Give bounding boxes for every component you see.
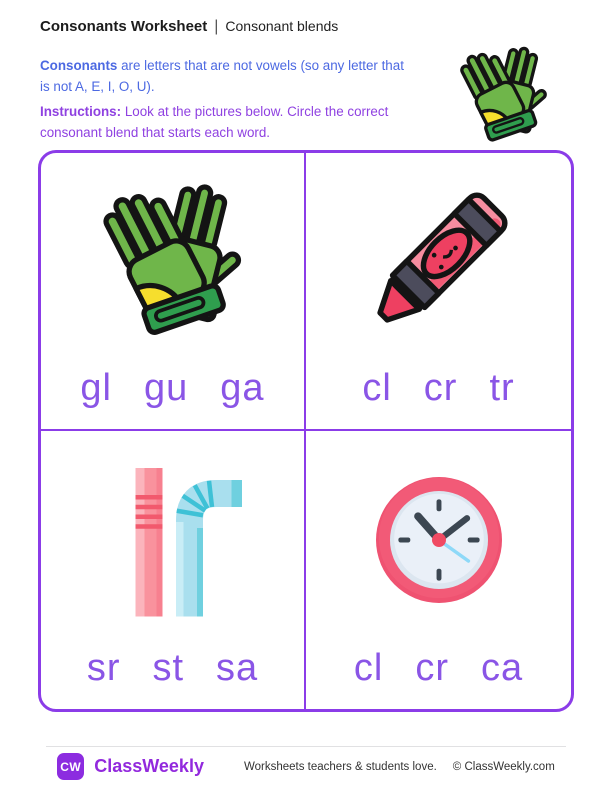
- footer-copyright: © ClassWeekly.com: [452, 760, 555, 773]
- intro-line1: are letters that are not vowels (so any letter that: [117, 58, 404, 73]
- instructions-bold: Instructions:: [40, 104, 122, 119]
- options-row: [362, 369, 514, 407]
- title-separator: |: [214, 18, 219, 35]
- options-row: [354, 649, 523, 687]
- option-blend[interactable]: tr: [489, 367, 515, 409]
- page-title-sub: Consonant blends: [225, 18, 339, 34]
- option-blend[interactable]: cl: [353, 647, 384, 689]
- crayon-icon: [355, 177, 523, 345]
- clock-icon: [369, 470, 509, 610]
- worksheet-grid: [38, 150, 574, 712]
- gloves-icon: [456, 44, 552, 146]
- option-blend[interactable]: cr: [415, 647, 449, 689]
- classweekly-logo: [57, 753, 84, 780]
- intro-line2: is not A, E, I, O, U).: [40, 78, 155, 94]
- option-blend[interactable]: ca: [480, 647, 524, 689]
- option-blend[interactable]: cl: [362, 367, 392, 409]
- footer-divider: [46, 746, 566, 747]
- gloves-icon: [97, 180, 249, 342]
- footer: [0, 753, 612, 780]
- instructions-line1: Look at the pictures below. Circle the correct: [121, 104, 389, 119]
- option-blend[interactable]: st: [152, 647, 185, 689]
- cell-clock: [306, 431, 571, 709]
- clock-image: [306, 431, 571, 649]
- crayon-image: [306, 153, 571, 369]
- option-blend[interactable]: ga: [220, 367, 265, 409]
- cell-gloves: [41, 153, 306, 431]
- intro-bold: Consonants: [40, 58, 118, 73]
- brand-name: ClassWeekly: [94, 756, 204, 776]
- intro-text: [40, 56, 440, 98]
- option-blend[interactable]: sa: [216, 647, 259, 689]
- page-title: [40, 18, 338, 36]
- gloves-image: [41, 153, 304, 369]
- footer-tagline: Worksheets teachers & students love.: [243, 760, 437, 773]
- instructions-text: [40, 102, 440, 144]
- logo-text: CW: [60, 759, 82, 774]
- instructions-line2: consonant blend that starts each word.: [40, 124, 271, 140]
- cell-crayon: [306, 153, 571, 431]
- option-blend[interactable]: gu: [144, 367, 189, 409]
- option-blend[interactable]: cr: [423, 367, 458, 409]
- options-row: [80, 369, 264, 407]
- option-blend[interactable]: gl: [80, 367, 112, 409]
- option-blend[interactable]: sr: [86, 647, 121, 689]
- straw-icon: [98, 450, 248, 630]
- cell-straw: [41, 431, 306, 709]
- straw-image: [41, 431, 304, 649]
- options-row: [87, 649, 258, 687]
- page-title-main: Consonants Worksheet: [40, 18, 208, 35]
